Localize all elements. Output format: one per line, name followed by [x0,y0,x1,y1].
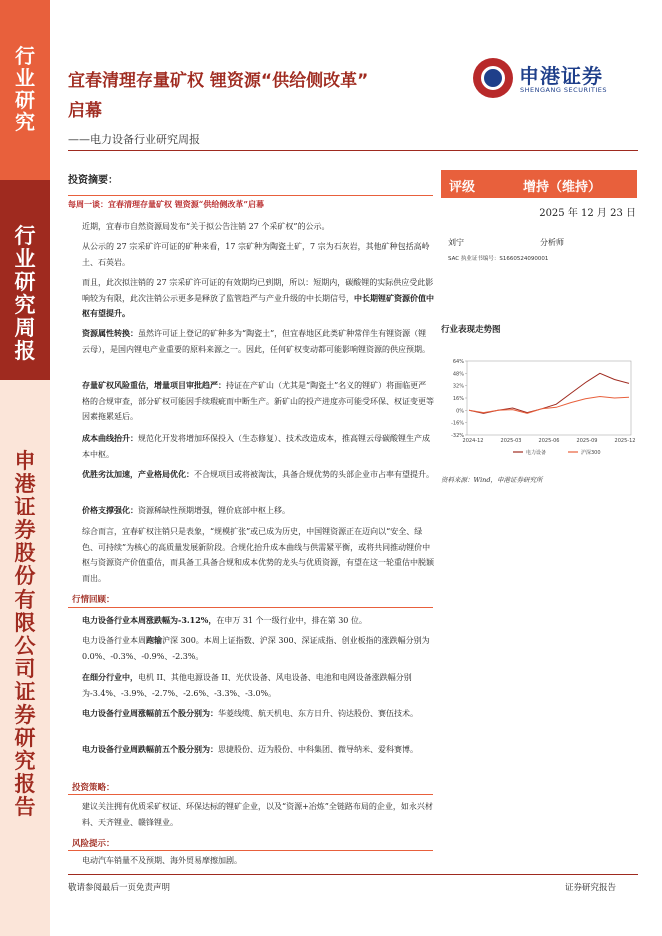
x-tick-label: 2025-12 [614,438,636,444]
logo-emblem-icon [473,58,513,98]
sidebar-label-weekly-report [0,225,50,364]
abstract-p8 [82,503,434,519]
series-line-1 [469,397,629,414]
sidebar-bottom-char: 告 [14,795,36,820]
market-heading: 行情回顾： [72,595,115,605]
sidebar-top-char: 究 [15,110,35,134]
sidebar-bottom-char: 份 [14,564,36,589]
sidebar-bottom-char: 公 [14,633,36,658]
x-tick-label: 2025-09 [576,438,598,444]
sidebar-top-char: 业 [15,66,35,90]
sidebar-mid-char: 业 [14,247,36,272]
series-line-0 [469,373,629,413]
abstract-p7 [82,467,434,483]
chart-frame [467,361,631,435]
sidebar-bottom-char: 研 [14,726,36,751]
x-tick-label: 2025-06 [538,438,560,444]
sidebar-bottom-char: 证 [14,679,36,704]
report-title-line2: 启幕 [68,101,102,121]
left-sidebar [0,0,50,936]
risk-divider [68,850,433,851]
y-tick-label: 16% [452,396,464,402]
risk-heading: 风险提示： [72,839,115,849]
market-p4-label: 电力设备行业周涨幅前五个股分别为： [82,708,218,718]
sidebar-bottom-char: 究 [14,749,36,774]
market-p5-label: 电力设备行业周跌幅前五个股分别为： [82,744,218,754]
footer-divider [68,874,638,875]
performance-chart [443,353,638,463]
abstract-p3-emphasis: 中长期锂矿资源价值中枢有望提升。 [82,292,434,318]
sidebar-bottom-char: 申 [14,449,36,473]
rating-label: 评级 [449,180,476,195]
market-p2-text-b: 沪深 300。本周上证指数、沪深 300、深证成指、创业板指的涨跌幅分别为 0.0%、-0.3%、-0.9%、-2.3%。 [82,636,430,661]
market-p2-emphasis: 跑输 [146,635,162,645]
market-p2-text-a: 电力设备行业本周 [82,636,146,645]
y-tick-label: 48% [452,371,464,378]
abstract-p5-text: 持证在产矿山（尤其是“陶瓷土”名义的锂矿）将面临更严格的合规审查，部分矿权可能因手续瑕疵而中断生产。新矿山的投产进度亦可能受环保、权证变更等因素拖累延后。 [82,381,434,421]
sidebar-mid-char: 究 [14,293,36,318]
abstract-p4-text: 虽然许可证上登记的矿种多为“陶瓷土”，但宜春地区此类矿种常伴生有锂资源（锂云母），是国内锂电产业重要的原料来源之一。因此，任何矿权变动都可能影响锂资源的供应预期。 [82,329,430,354]
abstract-divider [68,195,433,196]
chart-title: 行业表现走势图 [441,325,501,335]
market-p2 [82,633,434,664]
report-subtitle: ——电力设备行业研究周报 [68,133,200,146]
abstract-p3 [82,275,434,322]
sidebar-mid-char: 周 [14,316,36,341]
sidebar-bottom-char: 限 [14,610,36,635]
y-tick-label: -32% [451,433,464,439]
abstract-p9: 综合而言，宜春矿权注销只是表象，“规模扩张”或已成为历史，中国锂资源正在迈向以“安全、绿色、可持续”为核心的高质量发展新阶段。合规化抬升成本曲线与供需紧平衡，或将共同推动锂价中枢与资源资产价值重估，而具备工具备合规和成本优势的龙头与优质资源，有望在这一轮重估中脱颖而出。 [82,527,434,583]
sidebar-top-char: 研 [15,88,35,112]
weekly-topic [68,197,434,213]
market-p4-text: 华菱线缆、航天机电、东方日升、钧达股份、赛伍技术。 [218,709,418,718]
report-date: 2025 年 12 月 23 日 [539,208,636,219]
weekly-topic-label: 每周一谈：宜春清理存量矿权 锂资源“供给侧改革”启幕 [68,199,264,209]
abstract-p7-label: 优胜劣汰加速，产业格局优化： [82,469,194,479]
market-p5-text: 思捷股份、迈为股份、中科集团、微导纳米、爱科赛博。 [218,745,418,754]
sidebar-bottom-char: 港 [14,472,36,497]
x-tick-label: 2024-12 [462,438,484,444]
abstract-p8-label: 价格支撑强化： [82,505,138,515]
analyst-name: 刘宁 [448,238,464,247]
chart-source: 资料来源：Wind，申港证券研究所 [441,476,543,484]
abstract-p7-text: 不合规项目或将被淘汰，具备合规优势的头部企业市占率有望提升。 [194,470,434,479]
strategy-heading: 投资策略： [72,783,115,793]
logo-en-text: SHENGANG SECURITIES [520,86,608,94]
sidebar-bottom-char: 券 [14,518,36,543]
risk-text: 电动汽车销量不及预期、海外贸易摩擦加剧。 [82,856,242,865]
abstract-p8-text: 资源稀缺性预期增强，锂价底部中枢上移。 [138,506,290,515]
abstract-p2: 从公示的 27 宗采矿许可证的矿种来看，17 宗矿种为陶瓷土矿，7 宗为石灰岩，其他矿种包括高岭土、石英岩。 [82,242,430,267]
abstract-p5-label: 存量矿权风险重估，增量项目审批趋严： [82,380,226,390]
strategy-divider [68,794,433,795]
sidebar-label-industry-research [0,45,50,133]
y-tick-label: 64% [452,359,464,365]
y-tick-label: 0% [456,408,464,415]
legend-label: 沪深300 [581,450,601,456]
sidebar-label-company [0,450,50,820]
sidebar-bottom-char: 有 [14,587,36,612]
sidebar-mid-char: 研 [14,270,36,295]
abstract-p4-label: 资源属性转换： [82,328,138,338]
abstract-p6-label: 成本曲线抬升： [82,433,138,443]
market-p1-label: 电力设备行业本周涨跌幅为-3.12%， [82,615,217,625]
strategy-text: 建议关注拥有优质采矿权证、环保达标的锂矿企业，以及“资源+冶炼”全链路布局的企业，如永兴材料、天齐锂业、赣锋锂业。 [82,802,433,827]
abstract-p5 [82,378,434,425]
footer-disclaimer: 敬请参阅最后一页免责声明 [68,883,171,893]
abstract-heading: 投资摘要： [68,175,118,186]
sidebar-bottom-char: 股 [14,541,36,566]
sidebar-bottom-char: 司 [14,656,36,681]
rating-value: 增持（维持） [523,180,602,195]
sidebar-bottom-char: 报 [14,772,36,797]
y-tick-label: -16% [451,420,464,427]
company-logo [473,58,633,98]
y-tick-label: 32% [452,383,464,390]
abstract-p1: 近期，宜春市自然资源局发布“关于拟公告注销 27 个采矿权”的公示。 [82,222,330,231]
report-title-line1: 宜春清理存量矿权 锂资源“供给侧改革” [68,71,369,91]
header-divider [68,150,638,151]
abstract-p6 [82,431,434,462]
footer-report-type: 证券研究报告 [565,883,617,893]
rating-box [441,170,637,198]
legend-label: 电力设备 [526,450,547,456]
report-title [68,66,448,126]
market-p4 [82,706,434,722]
logo-cn-text: 申港证券 [519,64,603,88]
market-p5 [82,742,434,758]
market-p1-text: 在申万 31 个一级行业中，排在第 30 位。 [216,616,367,625]
market-p1 [82,613,434,629]
market-p3-label: 在细分行业中， [82,672,138,682]
abstract-p4 [82,326,434,357]
sidebar-mid-char: 行 [14,224,36,248]
analyst-role: 分析师 [540,238,564,247]
market-p3-text: 电机 II、其他电源设备 II、光伏设备、风电设备、电池和电网设备涨跌幅分别为-3.4%、-3.9%、-2.7%、-2.6%、-3.3%、-3.0%。 [82,673,412,698]
abstract-p6-text: 规范化开发将增加环保投入（生态修复）、技术改造成本，推高锂云母碳酸锂生产成本中枢。 [82,434,430,459]
market-divider [68,607,433,608]
sidebar-mid-char: 报 [14,339,36,364]
sidebar-bottom-char: 券 [14,703,36,728]
sidebar-top-char: 行 [15,44,35,68]
abstract-p3-text: 而且，此次拟注销的 27 宗采矿许可证的有效期均已到期，所以：短期内，碳酸锂的实际供应受此影响较为有限，此次注销公示更多是释放了监管趋严与产业升级的中长期信号， [82,278,434,303]
market-p3 [82,670,434,701]
analyst-sac-number: SAC 执业证书编号：S1660524090001 [448,256,549,262]
sidebar-bottom-char: 证 [14,495,36,520]
x-tick-label: 2025-03 [500,438,522,444]
